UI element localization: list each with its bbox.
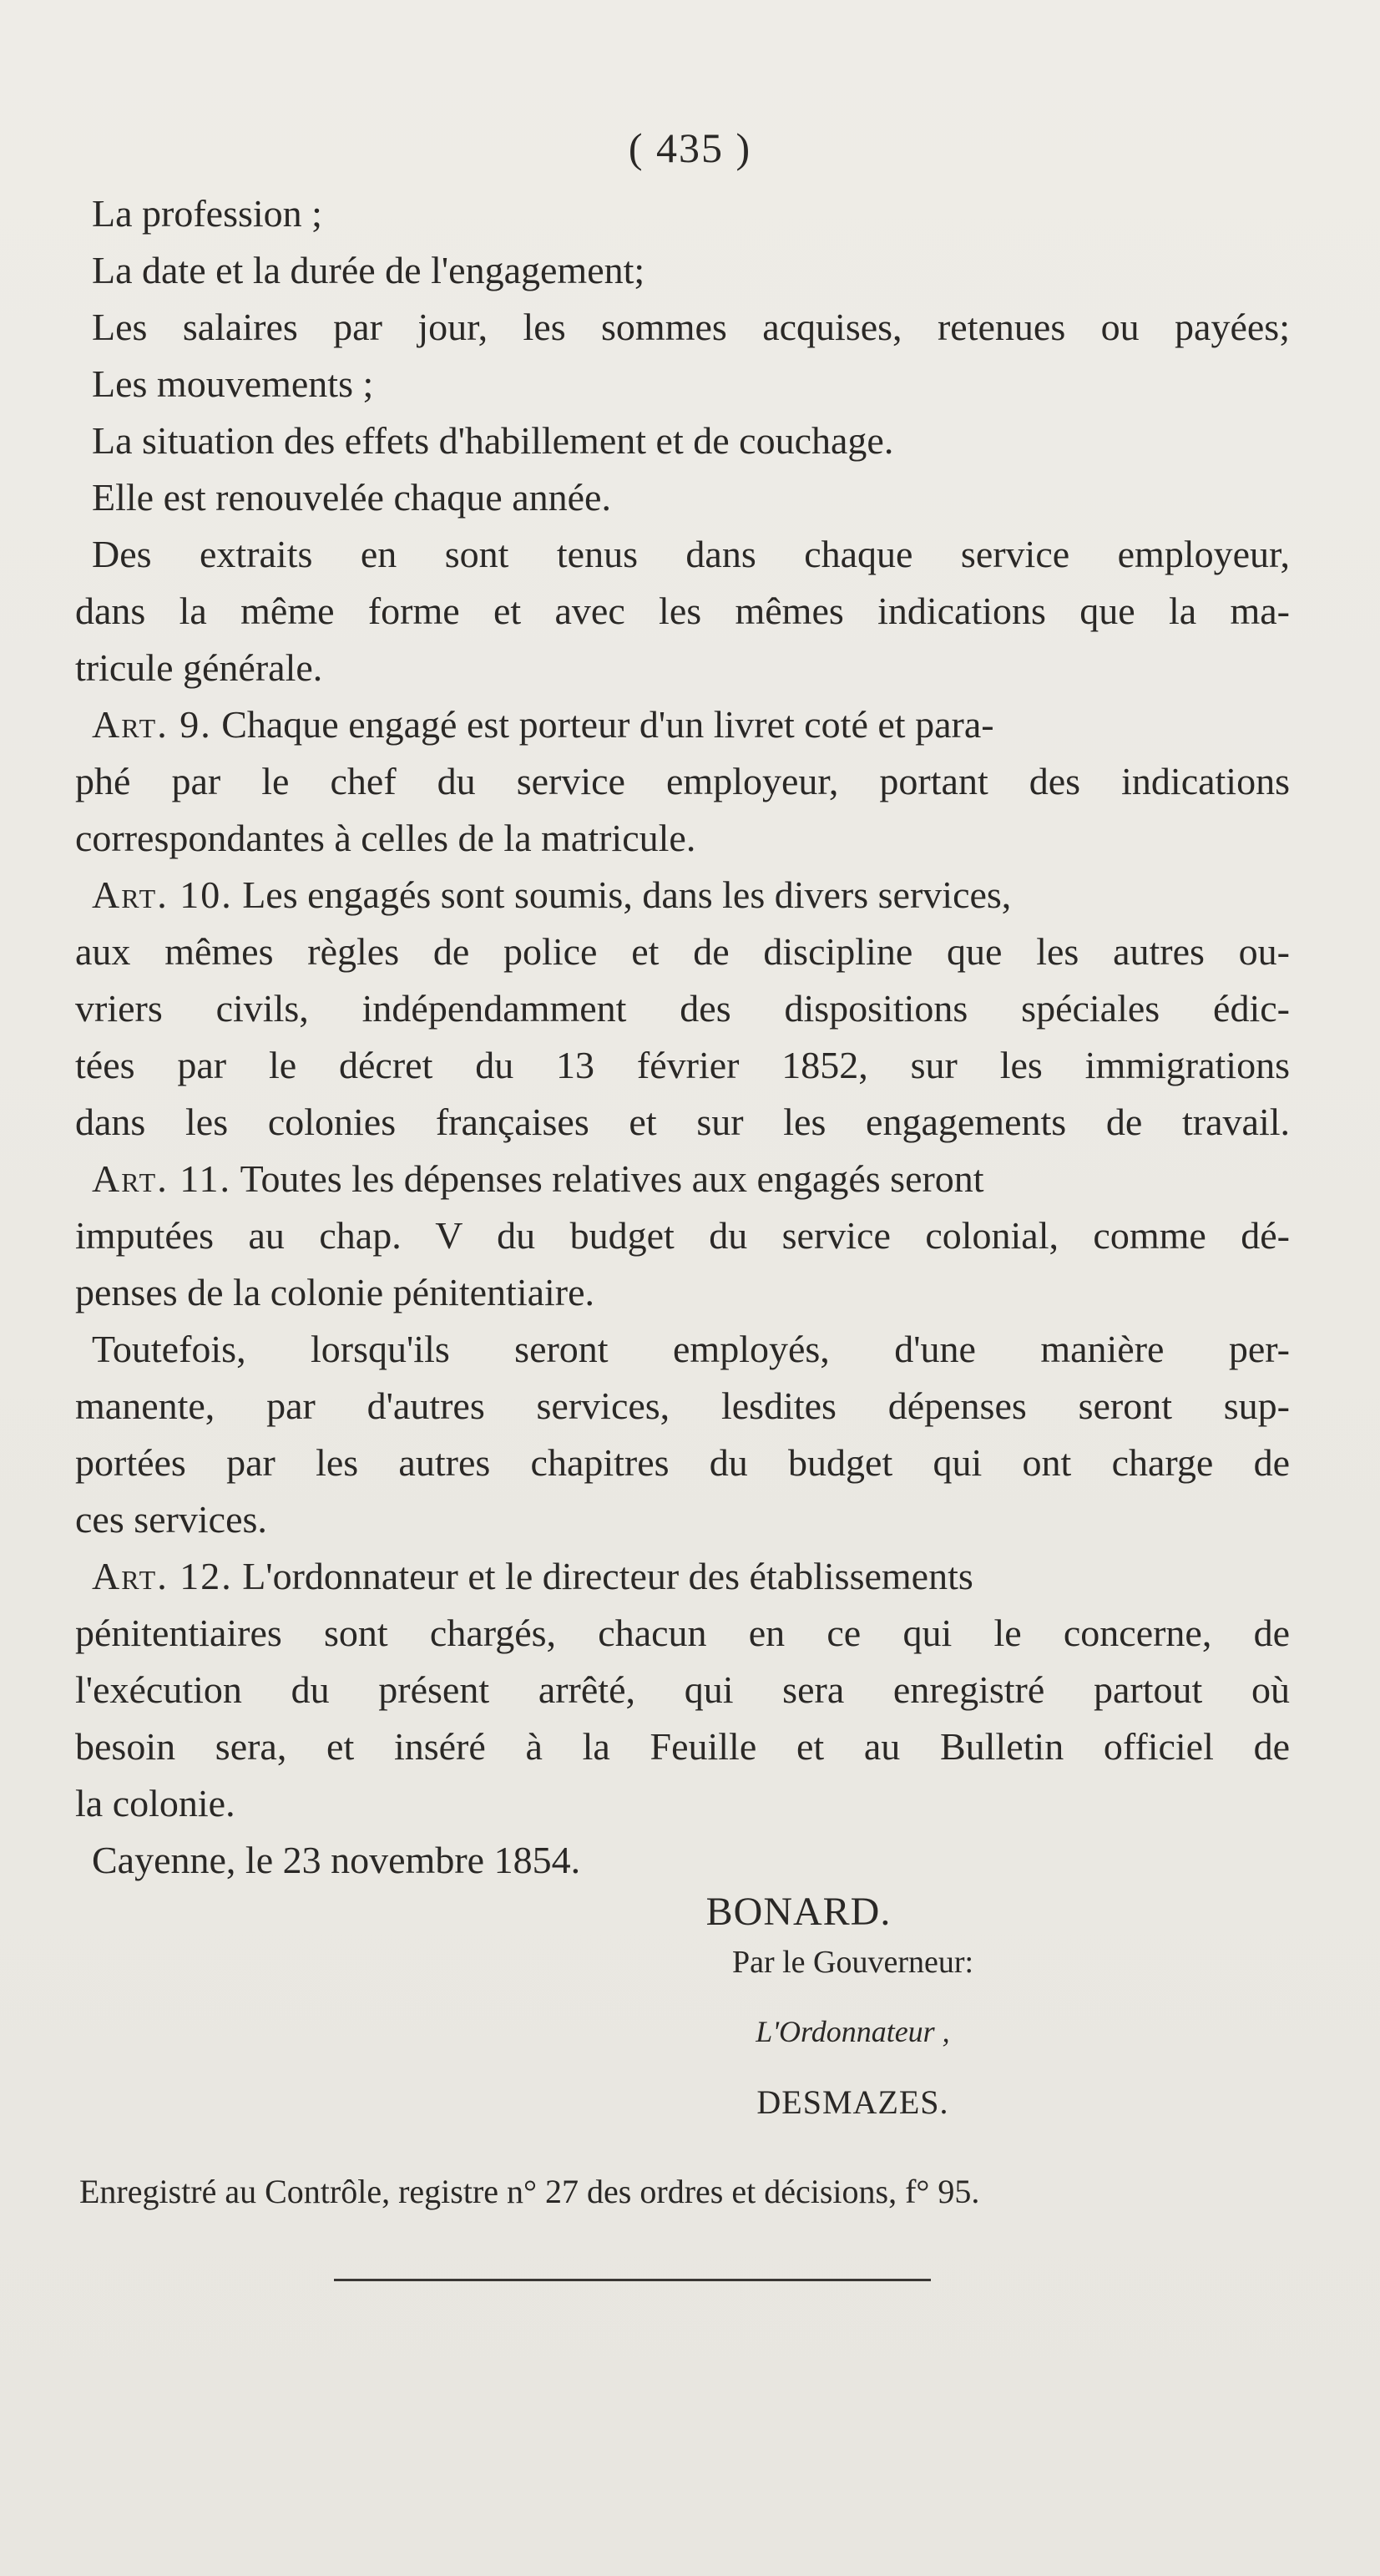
article-label: Art. 10. <box>92 873 233 916</box>
text-line: pénitentiaires sont chargés, chacun en ce qui le concerne, de <box>75 1612 1290 1654</box>
signature-desmazes: DESMAZES. <box>756 2083 949 2121</box>
article-label: Art. 11. <box>92 1157 231 1200</box>
text-line: penses de la colonie pénitentiaire. <box>75 1271 595 1313</box>
article-10 <box>75 867 1290 924</box>
text-line: phé par le chef du service employeur, portant des indications <box>75 760 1290 802</box>
text-line: Les engagés sont soumis, dans les divers services, <box>242 873 1012 916</box>
text-line: manente, par d'autres services, lesdites dépenses seront sup- <box>75 1384 1290 1427</box>
text-line: dans la même forme et avec les mêmes indications que la ma- <box>75 590 1290 632</box>
text-line: dans les colonies françaises et sur les engagements de travail. <box>75 1101 1290 1143</box>
text-line: L'ordonnateur et le directeur des établissements <box>242 1555 973 1597</box>
signature-bonard: BONARD. <box>705 1890 892 1934</box>
article-label: Art. 12. <box>92 1555 233 1597</box>
signature-ordonnateur: L'Ordonnateur , <box>756 2015 950 2048</box>
signature-par-le-gouverneur: Par le Gouverneur: <box>731 1945 974 1980</box>
text-line: correspondantes à celles de la matricule. <box>75 817 696 859</box>
article-11 <box>75 1151 1290 1207</box>
text-line: l'exécution du présent arrêté, qui sera enregistré partout où <box>75 1668 1290 1711</box>
text-line: La date et la durée de l'engagement; <box>92 249 645 291</box>
text-line: besoin sera, et inséré à la Feuille et au Bulletin officiel de <box>75 1725 1290 1768</box>
article-12 <box>75 1548 1290 1605</box>
text-line: imputées au chap. V du budget du service colonial, comme dé- <box>75 1214 1290 1257</box>
article-9 <box>75 696 1290 753</box>
text-line: La profession ; <box>92 192 322 235</box>
text-line: Chaque engagé est porteur d'un livret coté et para- <box>221 703 994 746</box>
text-line: Les mouvements ; <box>92 362 374 405</box>
text-line: tricule générale. <box>75 646 323 689</box>
text-line: Toutefois, lorsqu'ils seront employés, d'une manière per- <box>92 1328 1290 1370</box>
text-line: aux mêmes règles de police et de discipline que les autres ou- <box>75 930 1290 973</box>
text-line: La situation des effets d'habillement et de couchage. <box>92 419 894 462</box>
date-line: Cayenne, le 23 novembre 1854. <box>92 1839 581 1881</box>
text-line: vriers civils, indépendamment des dispositions spéciales édic- <box>75 987 1290 1030</box>
text-line: Toutes les dépenses relatives aux engagés seront <box>240 1157 984 1200</box>
article-label: Art. 9. <box>92 703 212 746</box>
text-line: Les salaires par jour, les sommes acquises, retenues ou payées; <box>92 306 1290 348</box>
registration-note: Enregistré au Contrôle, registre n° 27 des ordres et décisions, f° 95. <box>79 2173 980 2210</box>
text-line: Des extraits en sont tenus dans chaque service employeur, <box>92 533 1290 575</box>
text-line: portées par les autres chapitres du budget qui ont charge de <box>75 1441 1290 1484</box>
closing-rule <box>334 2279 931 2281</box>
text-line: la colonie. <box>75 1782 235 1824</box>
article-text <box>75 185 1290 1889</box>
page-number: ( 435 ) <box>628 124 752 171</box>
text-line: tées par le décret du 13 février 1852, sur les immigrations <box>75 1044 1290 1086</box>
text-line: Elle est renouvelée chaque année. <box>92 476 611 519</box>
text-line: ces services. <box>75 1498 267 1541</box>
